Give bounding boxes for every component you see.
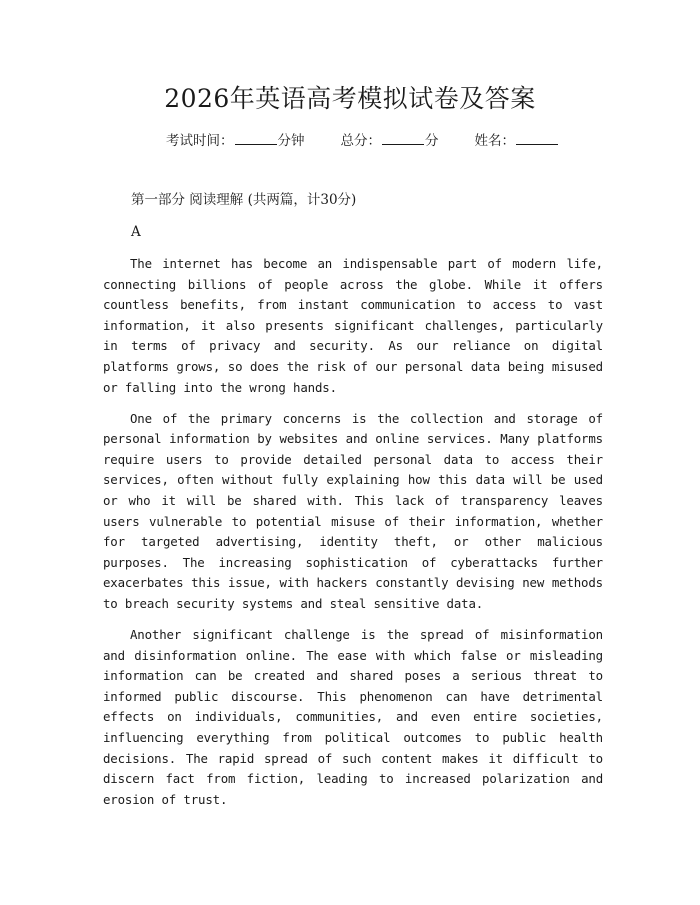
name-blank[interactable]: [516, 131, 558, 145]
name-label: 姓名：: [474, 133, 515, 149]
paragraph: One of the primary concerns is the collection and storage of personal information by websites and online services. Many platforms require users to provide detailed personal data to access their services, often without fully explaining how this data will be used or who it will be shared with. This lack of transparency leaves users vulnerable to potential misuse of their information, whether for targeted advertising, identity theft, or other malicious purposes. The increasing sophistication of cyberattacks further exacerbates this issue, with hackers constantly devising new methods to breach security systems and steal sensitive data.: [103, 410, 603, 611]
exam-info-line: [166, 131, 559, 151]
passage-label: A: [131, 224, 141, 240]
time-unit: 分钟: [277, 133, 305, 149]
section-heading: 第一部分 阅读理解 (共两篇，计30分): [131, 192, 357, 208]
score-label: 总分：: [340, 133, 381, 149]
score-unit: 分: [425, 133, 439, 149]
passage-text: [103, 254, 603, 821]
time-blank[interactable]: [235, 131, 277, 145]
score-blank[interactable]: [382, 131, 424, 145]
paragraph: The internet has become an indispensable part of modern life, connecting billions of people across the globe. While it offers countless benefits, from instant communication to access to vast information, it also presents significant challenges, particularly in terms of privacy and security. As our reliance on digital platforms grows, so does the risk of our personal data being misused or falling into the wrong hands.: [103, 256, 603, 395]
page-title: 2026年英语高考模拟试卷及答案: [164, 84, 536, 113]
paragraph: Another significant challenge is the spread of misinformation and disinformation online. The ease with which false or misleading information can be created and shared poses a serious threat to informed public discourse. This phenomenon can have detrimental effects on individuals, communities, and even entire societies, influencing everything from political outcomes to public health decisions. The rapid spread of such content makes it difficult to discern fact from fiction, leading to increased polarization and erosion of trust.: [103, 627, 603, 807]
time-label: 考试时间：: [166, 133, 234, 149]
